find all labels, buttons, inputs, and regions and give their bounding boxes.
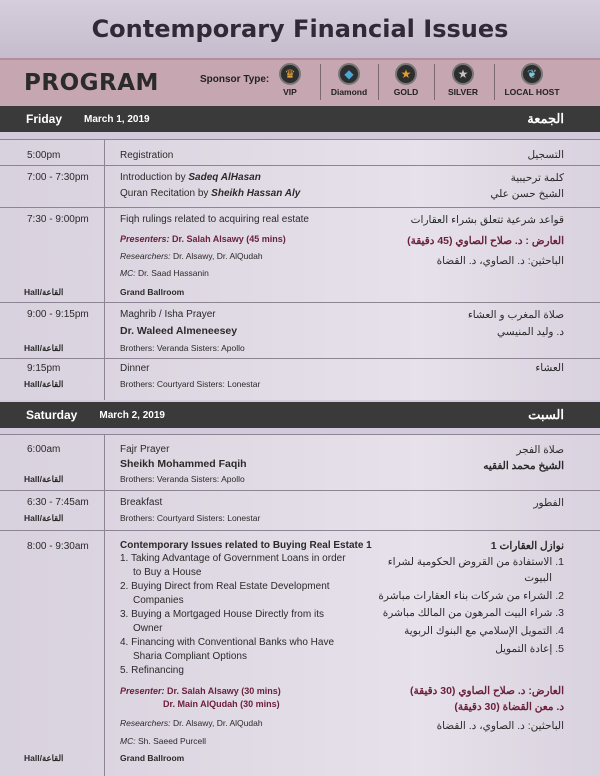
wheat-icon: ❦ (521, 63, 543, 85)
row-divider (0, 530, 600, 531)
session-title: Fajr Prayer (120, 444, 170, 455)
page-title: Contemporary Financial Issues (91, 15, 509, 43)
presenters: Presenter: Dr. Salah Alsawy (30 mins) (120, 686, 281, 696)
rooms: Brothers: Veranda Sisters: Apollo (120, 343, 245, 353)
session-item: 5. Refinancing (120, 665, 184, 676)
session-item: 4. Financing with Conventional Banks who Have (120, 637, 335, 648)
time: 9:00 - 9:15pm (27, 309, 89, 320)
hall-label: Hall/القاعة (24, 379, 64, 389)
researchers: Researchers: Dr. Alsawy, Dr. AlQudah (120, 251, 263, 261)
session-item-ar: البيوت (524, 572, 552, 584)
presenter-ar: د. معن القضاة (30 دقيقة) (454, 701, 564, 713)
session-title: Maghrib / Isha Prayer (120, 309, 216, 320)
session-item: Owner (133, 623, 163, 634)
star-icon: ★ (452, 63, 474, 85)
speaker: Sheikh Mohammed Faqih (120, 458, 247, 470)
presenter-ar: العارض: د. صلاح الصاوي (30 دقيقة) (410, 685, 564, 697)
sponsor-diamond: ◆ Diamond (324, 63, 374, 97)
time: 6:30 - 7:45am (27, 497, 89, 508)
hall-label: Hall/القاعة (24, 474, 64, 484)
day-header-saturday: Saturday March 2, 2019 السبت (0, 402, 600, 428)
sponsor-type-label: Sponsor Type: (200, 74, 270, 85)
intro-ar: كلمة ترحيبية (510, 172, 564, 184)
session-title: Contemporary Issues related to Buying Real Estate 1 (120, 540, 372, 551)
row-divider (0, 207, 600, 208)
program-label: PROGRAM (24, 70, 159, 96)
session-item-ar: 1. الاستفادة من القروض الحكومية لشراء (387, 556, 564, 568)
quran-ar: الشيخ حسن علي (490, 188, 564, 200)
sponsor-local-host: ❦ LOCAL HOST (504, 63, 560, 97)
title-bar (0, 0, 600, 58)
session-item: 3. Buying a Mortgaged House Directly from its (120, 609, 324, 620)
hall-label: Hall/القاعة (24, 753, 64, 763)
sponsor-silver: ★ SILVER (438, 63, 488, 97)
hall-name: Grand Ballroom (120, 287, 185, 297)
time: 6:00am (27, 444, 61, 455)
session-title-ar: نوازل العقارات 1 (490, 540, 564, 552)
session-title: Fiqh rulings related to acquiring real estate (120, 214, 309, 225)
intro-line: Introduction by Sadeq AlHasan (120, 172, 261, 183)
session-title: Dinner (120, 363, 150, 374)
rooms: Brothers: Veranda Sisters: Apollo (120, 474, 245, 484)
researchers-ar: الباحثين: د. الصاوي، د. القضاة (436, 720, 564, 732)
divider (494, 64, 495, 100)
session-title: Breakfast (120, 497, 163, 508)
hall-label: Hall/القاعة (24, 287, 64, 297)
speaker-ar: د. وليد المنيسي (496, 326, 564, 338)
hall-label: Hall/القاعة (24, 513, 64, 523)
mc: MC: Sh. Saeed Purcell (120, 736, 207, 746)
hall-name: Grand Ballroom (120, 753, 185, 763)
row-divider (0, 139, 600, 140)
speaker: Dr. Waleed Almeneesey (120, 325, 238, 337)
sponsor-vip: ♛ VIP (265, 63, 315, 97)
mc: MC: Dr. Saad Hassanin (120, 268, 209, 278)
session-item-ar: 3. شراء البيت المرهون من المالك مباشرة (382, 607, 564, 619)
row-divider (0, 490, 600, 491)
session-title-ar: صلاة الفجر (516, 444, 564, 456)
session-item: 2. Buying Direct from Real Estate Development (120, 581, 330, 592)
hall-label: Hall/القاعة (24, 343, 64, 353)
session-item: to Buy a House (133, 567, 202, 578)
presenters-ar: العارض : د. صلاح الصاوي (45 دقيقة) (407, 235, 564, 247)
session-item-ar: 5. إعادة التمويل (495, 643, 564, 655)
star-icon: ★ (395, 63, 417, 85)
diamond-icon: ◆ (338, 63, 360, 85)
divider (434, 64, 435, 100)
quran-line: Quran Recitation by Sheikh Hassan Aly (120, 188, 301, 199)
presenters: Presenters: Dr. Salah Alsawy (45 mins) (120, 234, 286, 244)
time: 7:00 - 7:30pm (27, 172, 89, 183)
divider (320, 64, 321, 100)
time: 7:30 - 9:00pm (27, 214, 89, 225)
speaker-ar: الشيخ محمد الفقيه (483, 460, 564, 472)
row-divider (0, 302, 600, 303)
researchers: Researchers: Dr. Alsawy, Dr. AlQudah (120, 718, 263, 728)
row-divider (0, 165, 600, 166)
session-title-ar: العشاء (535, 362, 564, 374)
presenter-2: Dr. Main AlQudah (30 mins) (163, 699, 280, 709)
researchers-ar: الباحثين: د. الصاوي، د. القضاة (436, 255, 564, 267)
session-title-ar: صلاة المغرب و العشاء (467, 309, 564, 321)
session-title-ar: التسجيل (527, 149, 564, 161)
rooms: Brothers: Courtyard Sisters: Lonestar (120, 379, 261, 389)
divider (378, 64, 379, 100)
session-item-ar: 4. التمويل الإسلامي مع البنوك الربوية (404, 625, 564, 637)
session-title-ar: قواعد شرعية تتعلق بشراء العقارات (410, 214, 564, 226)
rooms: Brothers: Courtyard Sisters: Lonestar (120, 513, 261, 523)
session-title-ar: الفطور (533, 497, 564, 509)
time: 5:00pm (27, 150, 61, 161)
column-divider (104, 434, 105, 776)
row-divider (0, 358, 600, 359)
time: 9:15pm (27, 363, 61, 374)
session-item: 1. Taking Advantage of Government Loans in order (120, 553, 346, 564)
row-divider (0, 434, 600, 435)
session-item: Sharia Compliant Options (133, 651, 247, 662)
session-title: Registration (120, 150, 174, 161)
session-item-ar: 2. الشراء من شركات بناء العقارات مباشرة (378, 590, 564, 602)
session-item: Companies (133, 595, 184, 606)
crown-icon: ♛ (279, 63, 301, 85)
time: 8:00 - 9:30am (27, 541, 89, 552)
day-header-friday: Friday March 1, 2019 الجمعة (0, 106, 600, 132)
sponsor-gold: ★ GOLD (381, 63, 431, 97)
column-divider (104, 139, 105, 400)
